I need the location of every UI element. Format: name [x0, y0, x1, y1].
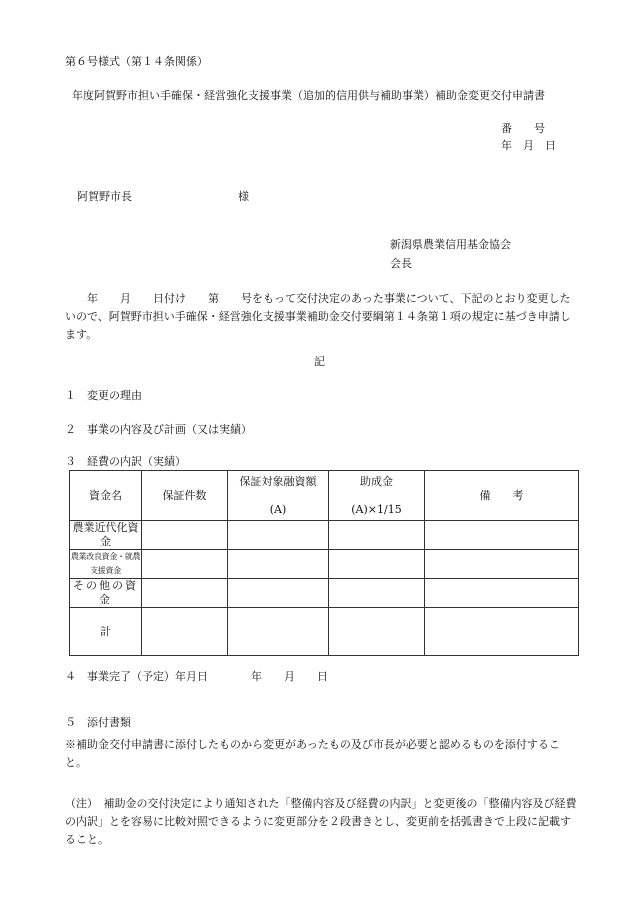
table-cell: [425, 608, 579, 656]
footnote: （注） 補助金の交付決定により通知された「整備内容及び経費の内訳」と変更後の「整備内容及び経費の内訳」とを容易に比較対照できるように変更部分を２段書きとし、変更前を括弧書きで上段に記載すること。: [65, 797, 577, 846]
header-financing-amount: [228, 471, 329, 521]
section-business-content: ２ 事業の内容及び計画（又は実績）: [65, 423, 252, 436]
table-row: [70, 521, 579, 550]
addressee-honorific: 様: [238, 190, 249, 203]
table-cell: [228, 608, 329, 656]
table-cell: [425, 521, 579, 550]
table-cell: [329, 579, 425, 608]
section-expense-breakdown: ３ 経費の内訳（実績）: [65, 455, 186, 468]
table-header-row: [70, 471, 579, 521]
table-row-total: [70, 608, 579, 656]
ki-heading: 記: [314, 355, 325, 368]
header-subsidy: [329, 471, 425, 521]
table-cell: [142, 579, 228, 608]
table-cell: [329, 521, 425, 550]
document-title: 年度阿賀野市担い手確保・経営強化支援事業（追加的信用供与補助事業）補助金変更交付申請書: [72, 89, 545, 102]
header-subsidy-formula: (A)×1/15: [351, 502, 402, 516]
header-financing-label: 保証対象融資額: [239, 474, 317, 488]
row-label-other: その他の資金: [70, 579, 142, 608]
row-label-total: 計: [70, 608, 142, 656]
section-completion-date: ４ 事業完了（予定）年月日: [65, 670, 208, 683]
header-remarks: 備 考: [425, 471, 579, 521]
row-label-modernization: 農業近代化資金: [70, 521, 142, 550]
completion-date-value: 年 月 日: [251, 670, 328, 683]
header-subsidy-label: 助成金: [360, 474, 393, 488]
addressee-name: 阿賀野市長: [77, 190, 132, 203]
applicant-title: 会長: [390, 257, 412, 270]
table-cell: [228, 579, 329, 608]
section-attachments: ５ 添付書類: [65, 716, 131, 729]
table-row: [70, 550, 579, 579]
header-fund-name: 資金名: [70, 471, 142, 521]
table-cell: [425, 550, 579, 579]
table-cell: [142, 608, 228, 656]
table-cell: [142, 521, 228, 550]
table-row: [70, 579, 579, 608]
table-cell: [228, 521, 329, 550]
table-cell: [329, 550, 425, 579]
header-guarantee-count: 保証件数: [142, 471, 228, 521]
body-paragraph: 年 月 日付け 第 号をもって交付決定のあった事業について、下記のとおり変更したいので、阿賀野市担い手確保・経営強化支援事業補助金交付要綱第１４条第１項の規定に基づき申請します。: [65, 292, 571, 341]
table-cell: [425, 579, 579, 608]
number-label: 番 号: [501, 122, 545, 135]
date-label: 年 月 日: [501, 139, 556, 152]
expense-table: [69, 470, 579, 656]
row-label-improvement: 農業改良資金・就農支援資金: [70, 550, 142, 579]
table-cell: [329, 608, 425, 656]
section-change-reason: １ 変更の理由: [65, 389, 142, 402]
table-cell: [142, 550, 228, 579]
header-financing-mark: (A): [269, 502, 287, 516]
attachments-note: ※補助金交付申請書に添付したものから変更があったもの及び市長が必要と認めるものを添付すること。: [65, 738, 560, 769]
table-cell: [228, 550, 329, 579]
form-number: 第６号様式（第１４条関係）: [65, 55, 208, 68]
applicant-organization: 新潟県農業信用基金協会: [390, 238, 511, 251]
